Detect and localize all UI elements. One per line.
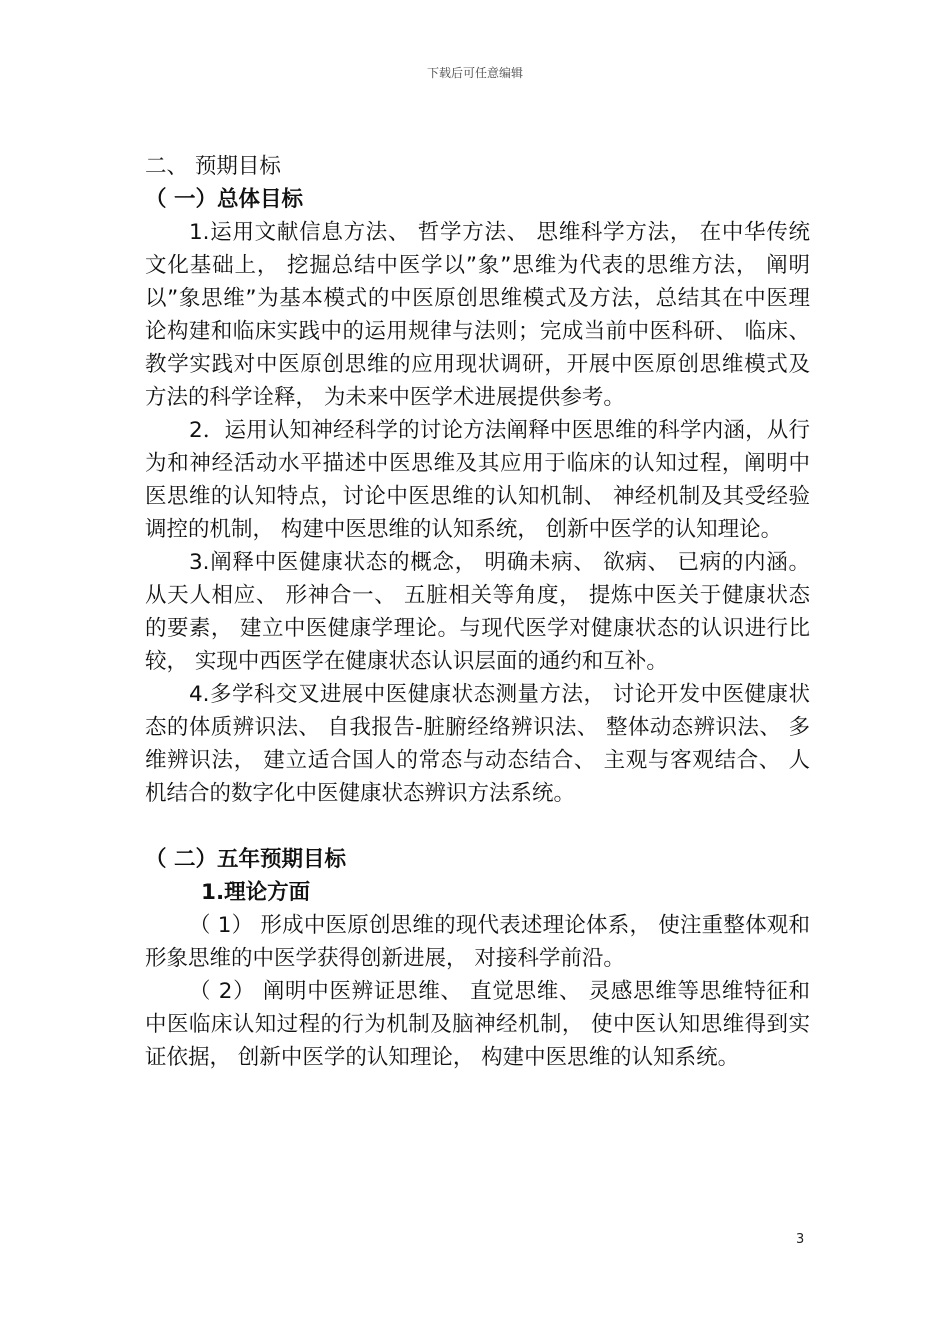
- page-number: 3: [796, 1232, 805, 1247]
- theory-subheading: 1.理论方面: [201, 880, 311, 905]
- paragraph: （ 1） 形成中医原创思维的现代表述理论体系， 使注重整体观和形象思维的中医学获得创新进展， 对接科学前沿。: [145, 913, 810, 971]
- overall-goals-heading: （ 一）总体目标: [145, 187, 303, 212]
- five-year-goals-heading: （ 二）五年预期目标: [145, 847, 346, 872]
- document-body: [145, 150, 810, 1074]
- paragraph: （ 2） 阐明中医辨证思维、 直觉思维、 灵感思维等思维特征和中医临床认知过程的行为机制及脑神经机制， 使中医认知思维得到实证依据， 创新中医学的认知理论， 构建中医思维的认知系统。: [145, 979, 810, 1070]
- spacer: [145, 810, 810, 843]
- paragraph: 1.运用文献信息方法、 哲学方法、 思维科学方法， 在中华传统文化基础上， 挖掘总结中医学以”象”思维为代表的思维方法， 阐明以”象思维”为基本模式的中医原创思维模式及方法，总结其在中医理论构建和临床实践中的运用规律与法则；完成当前中医科研、 临床、 教学实践对中医原创思维的应用现状调研，开展中医原创思维模式及方法的科学诠释， 为未来中医学术进展提供参考。: [145, 220, 810, 410]
- paragraph: 2．运用认知神经科学的讨论方法阐释中医思维的科学内涵，从行为和神经活动水平描述中医思维及其应用于临床的认知过程，阐明中医思维的认知特点，讨论中医思维的认知机制、 神经机制及其受经验调控的机制， 构建中医思维的认知系统， 创新中医学的认知理论。: [145, 418, 810, 542]
- paragraph: 4.多学科交叉进展中医健康状态测量方法， 讨论开发中医健康状态的体质辨识法、 自我报告-脏腑经络辨识法、 整体动态辨识法、 多维辨识法， 建立适合国人的常态与动态结合、 主观与客观结合、 人机结合的数字化中医健康状态辨识方法系统。: [145, 682, 810, 806]
- page-header: 下载后可任意编辑: [426, 66, 523, 80]
- section-title: 二、 预期目标: [145, 154, 281, 179]
- paragraph: 3.阐释中医健康状态的概念， 明确未病、 欲病、 已病的内涵。从天人相应、 形神合一、 五脏相关等角度， 提炼中医关于健康状态的要素， 建立中医健康学理论。与现代医学对健康状态的认识进行比较， 实现中西医学在健康状态认识层面的通约和互补。: [145, 550, 810, 674]
